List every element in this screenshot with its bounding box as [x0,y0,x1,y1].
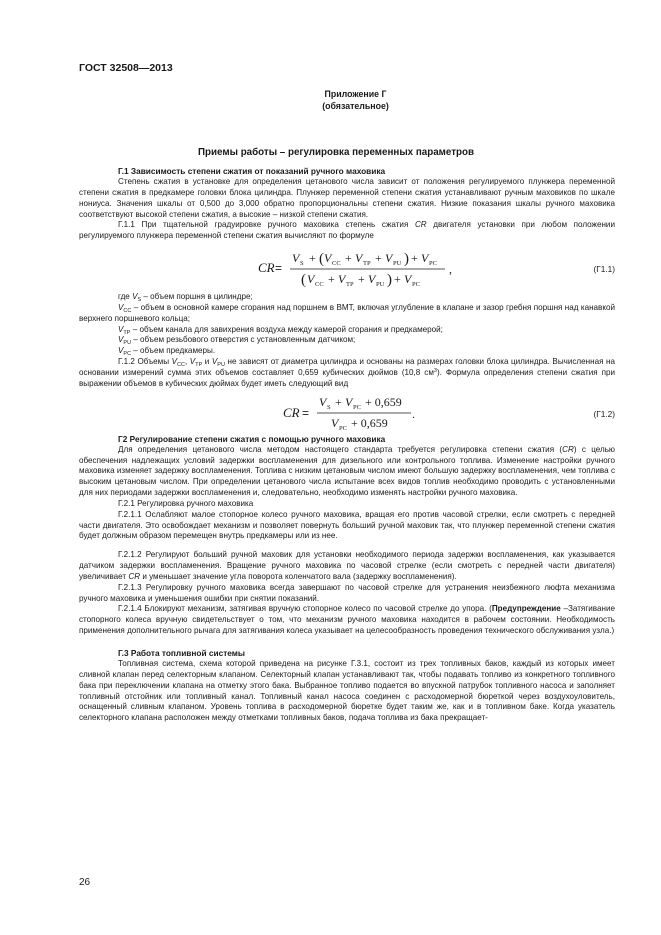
formula-g1-2-graphic [79,390,615,434]
svg-text:V: V [385,251,393,266]
svg-text:S: S [327,403,331,411]
definition-line: где $V_S$ – объем поршня в цилиндре; [118,292,253,304]
svg-text:V: V [345,394,353,409]
svg-text:(: ( [319,251,324,268]
paragraph: Топливная система, схема которой приведена на рисунке Г.3.1, состоит из трех топливных баков, каждый из которых имеет сливной клапан перед селекторным клапаном. Селекторный клапан устанавливают так, чтобы подавать топливо из конкретного топливного бака при переключении клапана на отметку этого бака. Выбранное топливо подается во впускной патрубок топливного насоса и заполняет топливный отстойник или топливный канал. Топливный канал насоса соединен с расходомерной бюреткой через воздухоуловитель, оснащенный сливным клапаном. Уровень топлива в расходомерной бюретке будет таким же, как и в топливном баке. Когда указатель селекторного клапана расположен между отметками топливных баков, подача топлива из бака прекращает- [79,659,615,723]
svg-text:): ) [404,251,409,268]
document-body [79,166,615,724]
formula-number: (Г1.2) [593,408,615,419]
svg-text:TP: TP [346,281,354,289]
svg-text:+: + [375,251,382,266]
standard-code-header: ГОСТ 32508—2013 [79,62,173,74]
svg-text:+: + [345,251,352,266]
annex-status: (обязательное) [322,101,389,111]
svg-text:PC: PC [412,281,420,289]
svg-text:PC: PC [429,260,437,268]
definition-line: $V_{TP}$ – объем канала для завихрения воздуха между камерой сгорания и предкамерой; [118,324,443,336]
svg-text:V: V [421,251,429,266]
svg-text:PU: PU [376,281,385,289]
svg-text:=: = [275,261,283,276]
svg-text:V: V [338,272,346,287]
svg-text:PC: PC [339,424,347,432]
svg-text:PC: PC [353,403,361,411]
svg-text:CR: CR [258,260,275,276]
svg-text:=: = [302,405,310,420]
svg-text:CC: CC [332,260,341,268]
paragraph: Г.1.2 Объемы $V_{CC}$, $V_{TP}$ и $V_{PU}$ не зависят от диаметра цилиндра и основаны на размерах головки блока цилиндра. Вычисленная на основании измерений сумма этих объемов составляет 0,659 кубических дюймов (10,8 $см^3$). Формула определения степени сжатия при выражении объемов в кубических дюймах будет иметь следующий вид [79,357,615,388]
paragraph: Степень сжатия в установке для определения цетанового числа зависит от положения регулируемого плунжера переменной степени сжатия в предкамере головки блока цилиндра. Плунжер переменной степени сжатия устанавливают ручным маховиков по шкале нониуса. Значения шкалы от 0,500 до 3,000 обратно пропорциональны степени сжатия. Низкие показания шкалы ручного маховика соответствуют высокой степени сжатия, а высокие – низкой степени сжатия. [79,177,615,219]
svg-text:+: + [394,272,401,287]
annex-title: Приемы работы – регулировка переменных параметров [197,147,475,158]
definition-line: $V_{CC}$ – объем в основной камере сгорания над поршнем в ВМТ, включая углубление в клапане и зазор гребня поршня над канавкой верхнего поршневого кольца; [79,302,615,323]
svg-text:(: ( [301,272,306,289]
page-number: 26 [79,877,91,888]
svg-text:V: V [319,394,327,409]
paragraph: Г.2.1.4 Блокируют механизм, затягивая вручную стопорное колесо по часовой стрелке до упора. (Предупреждение –Затягивание стопорного колеса вручную свидетельствует о том, что механизм ручного маховика находится в рабочем состоянии. Необходимость применения дополнительного рычага для затягивания колеса указывает на целесообразность проведения технического обслуживания узла.) [79,604,615,636]
svg-text:CR: CR [283,404,300,420]
svg-text:): ) [387,272,392,289]
svg-text:+: + [309,251,316,266]
section-g2-heading: Г2 Регулирование степени сжатия с помощью ручного маховика [118,433,386,444]
svg-text:+: + [328,272,335,287]
paragraph: Для определения цетанового числа методом настоящего стандарта требуется регулировка степени сжатия (CR) с целью обеспечения надлежащих условий задержки воспламенения для дизельного или контрольного топлива. Изменение настройки ручного маховика изменяет задержку воспламенения. Топлива с низким цетановым числом имеют большую задержку воспламенения, чем топлива с высоким цетановым числом. При определении цетанового числа испытание всех видов топлив необходимо проводить с установленными для них периодами задержки воспламенения и, следовательно, необходимо изменять настройки ручного маховика. [79,444,615,498]
svg-text:+: + [335,394,342,409]
section-g1-heading: Г.1 Зависимость степени сжатия от показаний ручного маховика [118,166,386,176]
paragraph: Г.1.1 При тщательной градуировке ручного маховика степень сжатия CR двигателя установки при любом положении регулируемого плунжера переменной степени сжатия вычисляют по формуле [79,220,615,241]
svg-text:V: V [324,251,332,266]
formula-g1-1 [79,242,615,292]
definition-line: $V_{PC}$ – объем предкамеры. [118,346,216,358]
svg-text:CC: CC [315,281,324,289]
paragraph: Г.2.1.3 Регулировку ручного маховика всегда завершают по часовой стрелке для устранения неизбежного люфта механизма ручного маховика и уменьшения ошибки при снятии показаний. [79,582,615,603]
paragraph: Г.2.1.1 Ослабляют малое стопорное колесо ручного маховика, вращая его против часовой стрелки, если смотреть с передней части двигателя. Это освобождает механизм и позволяет повернуть больший ручной маховик так, что плунжер переменной степени сжатия будет должным образом перемещен внутрь предкамеры или из нее. [79,509,615,541]
svg-text:S: S [300,260,304,268]
formula-number: (Г1.1) [593,264,615,275]
annex-name: Приложение Г [324,89,387,99]
svg-text:TP: TP [363,260,371,268]
svg-text:+: + [358,272,365,287]
svg-text:V: V [368,272,376,287]
definition-line: $V_{PU}$ – объем резьбового отверстия с установленным датчиком; [118,335,356,347]
svg-text:V: V [404,272,412,287]
svg-text:.: . [412,406,415,421]
svg-text:V: V [307,272,315,287]
svg-text:+ 0,659: + 0,659 [365,394,402,409]
formula-g1-2 [79,390,615,434]
svg-text:V: V [355,251,363,266]
paragraph: Г.2.1.2 Регулируют больший ручной маховик для установки необходимого периода задержки воспламенения, как указывается датчиком задержки воспламенения. Вращение ручного маховика по часовой стрелке (если смотреть с передней части двигателя) увеличивает CR и уменьшает значение угла поворота коленчатого вала (задержку воспламенения). [79,550,615,581]
svg-text:V: V [292,251,300,266]
paragraph: Г.2.1 Регулировка ручного маховика [118,498,254,508]
section-g3-heading: Г.3 Работа топливной системы [118,648,246,658]
svg-text:,: , [449,262,452,277]
svg-text:PU: PU [393,260,402,268]
svg-text:V: V [331,415,339,430]
svg-text:+: + [411,251,418,266]
svg-text:+ 0,659: + 0,659 [351,415,388,430]
formula-g1-1-graphic [79,242,615,292]
